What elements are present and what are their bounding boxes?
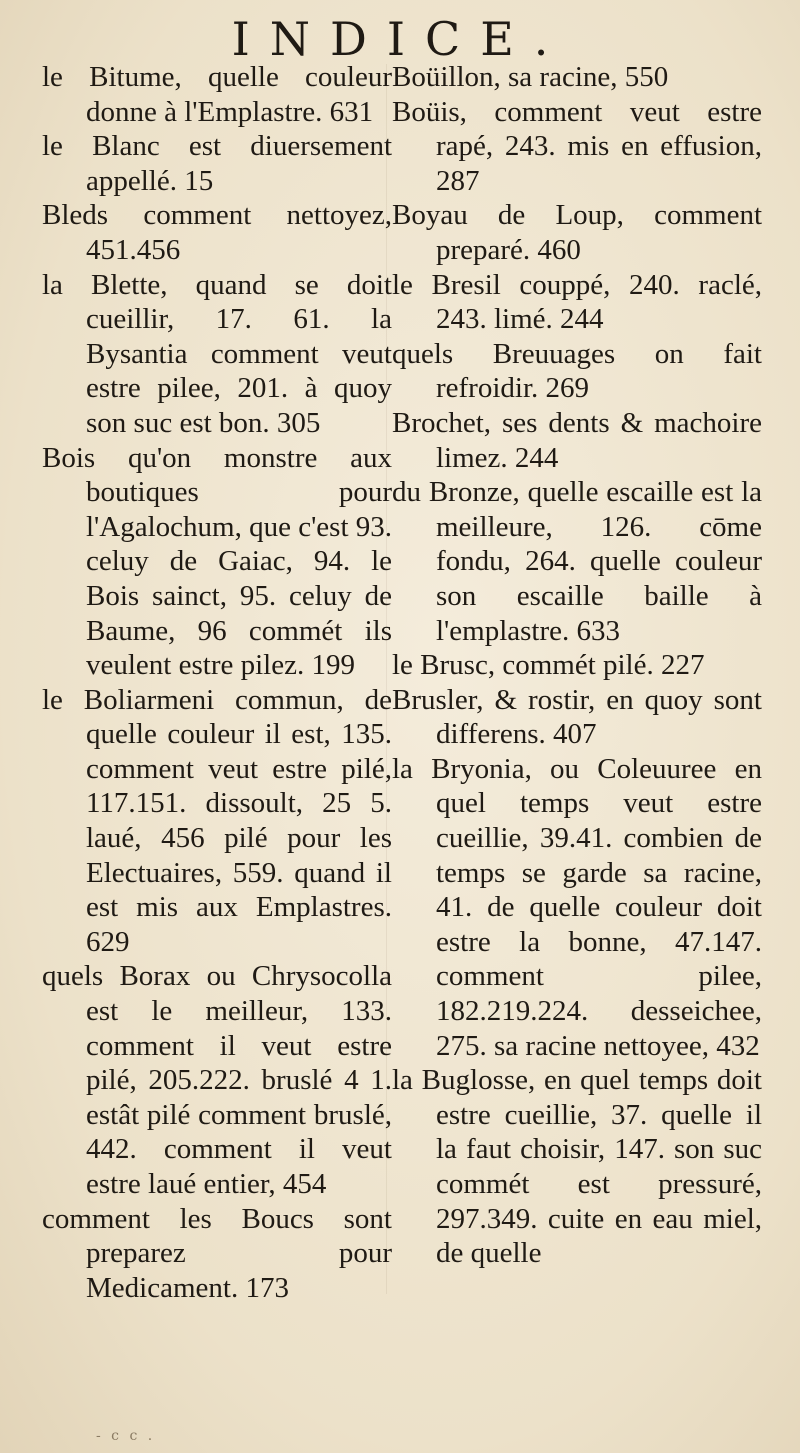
index-entry: quels Breuuages on fait refroidir. 269: [392, 337, 762, 405]
index-entry: le Bitume, quelle couleur donne à l'Emplastre. 631: [42, 61, 392, 128]
right-column: [392, 60, 762, 1271]
index-entry: Boyau de Loup, comment preparé. 460: [392, 199, 762, 266]
running-head: INDICE.: [231, 12, 569, 66]
index-entry: la Bryonia, ou Coleuuree en quel temps veut estre cueillie, 39.41. combien de temps se garde sa racine, 41. de quelle couleur doit estre la bonne, 47.147. comment pilee, 182.219.224. desseichee, 275. sa racine nettoyee, 432: [392, 752, 762, 1062]
index-entry: comment les Boucs sont preparez pour Medicament. 173: [42, 1202, 392, 1304]
index-entry: Boüillon, sa racine, 550: [392, 61, 669, 93]
index-entry: Brusler, & rostir, en quoy sont differens. 407: [392, 683, 762, 751]
index-entry: le Bresil couppé, 240. raclé, 243. limé. 244: [392, 268, 762, 336]
index-entry: Boüis, comment veut estre rapé, 243. mis en effusion, 287: [392, 95, 762, 197]
index-entry: du Bronze, quelle escaille est la meilleure, 126. cōme fondu, 264. quelle couleur son escaille baille à l'emplastre. 633: [392, 476, 762, 647]
index-entry: Bleds comment nettoyez, 451.456: [42, 199, 392, 266]
index-entry: le Boliarmeni commun, de quelle couleur il est, 135. comment veut estre pilé, 117.151. dissoult, 25 5. laué, 456 pilé pour les Electuaires, 559. quand il est mis aux Emplastres. 629: [42, 683, 392, 958]
left-column: [42, 60, 392, 1305]
signature-mark: - c c .: [96, 1428, 156, 1444]
index-entry: la Blette, quand se doit cueillir, 17. 61. la Bysantia comment veut estre pilee, 201. à quoy son suc est bon. 305: [42, 268, 392, 439]
index-entry: quels Borax ou Chrysocolla est le meilleur, 133. comment il veut estre pilé, 205.222. bruslé 4 1. estât pilé comment bruslé, 442. comment il veut estre laué entier, 454: [42, 960, 392, 1200]
index-entry: le Brusc, commét pilé. 227: [392, 649, 705, 682]
index-entry: le Blanc est diuersement appellé. 15: [42, 130, 392, 197]
index-entry: Brochet, ses dents & machoire limez. 244: [392, 406, 762, 474]
index-entry: Bois qu'on monstre aux boutiques pour l'Agalochum, que c'est 93. celuy de Gaiac, 94. le Bois sainct, 95. celuy de Baume, 96 commét ils veulent estre pilez. 199: [42, 441, 393, 682]
index-entry: la Buglosse, en quel temps doit estre cueillie, 37. quelle il la faut choisir, 147. son suc commét est pressuré, 297.349. cuite en eau miel, de quelle: [392, 1064, 762, 1270]
